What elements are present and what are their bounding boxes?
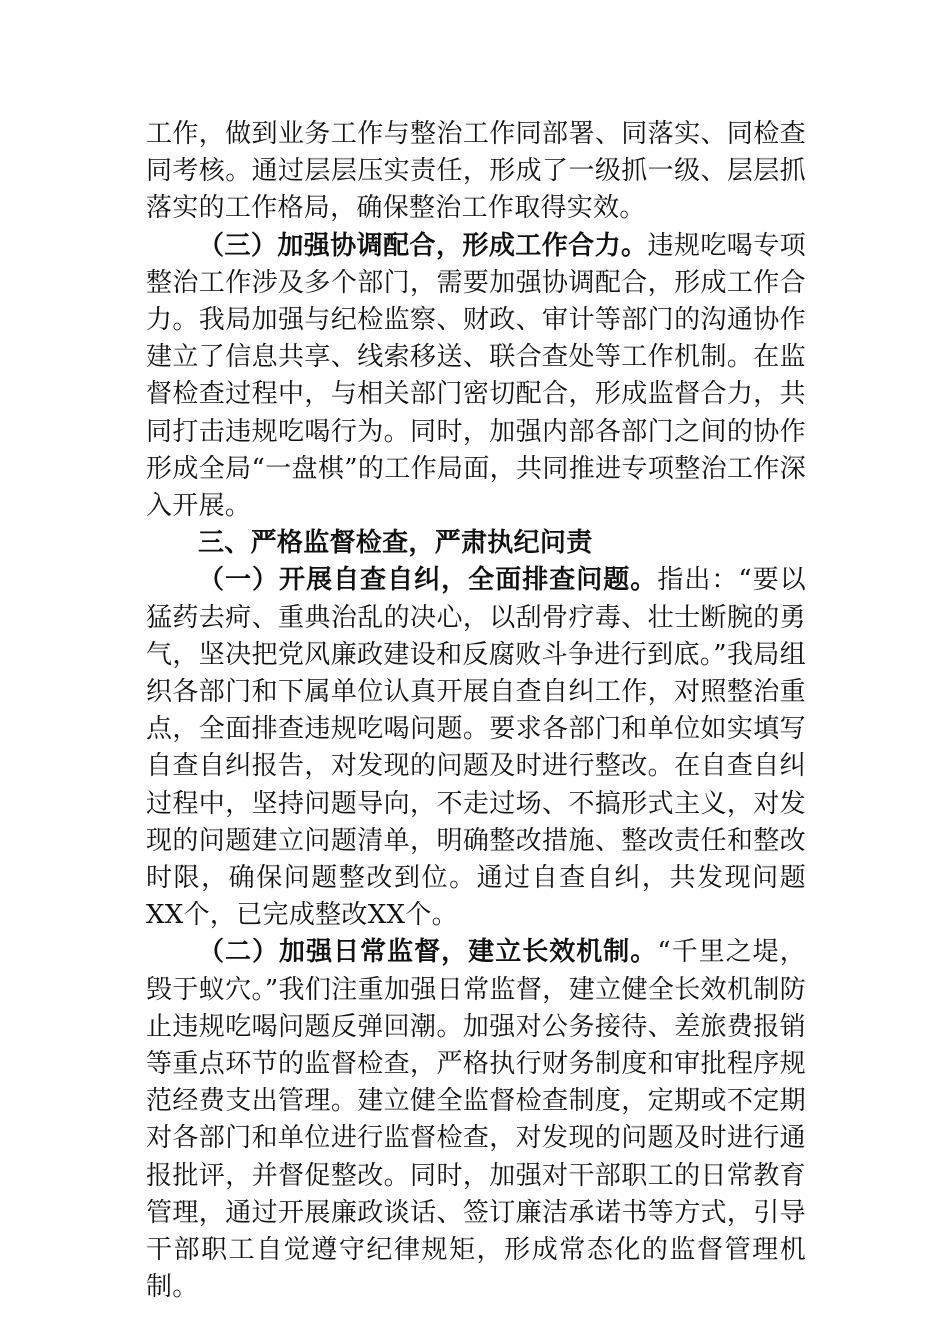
section-heading: 三、严格监督检查，严肃执纪问责	[198, 528, 593, 559]
paragraph-lead: （一）开展自查自纠，全面排查问题。	[198, 565, 658, 596]
paragraph-text: “千里之堤，毁于蚁穴。”我们注重加强日常监督，建立健全长效机制防止违规吃喝问题反弹回潮。加强对公务接待、差旅费报销等重点环节的监督检查，严格执行财务制度和审批程序规范经费支出管理。建立健全监督检查制度，定期或不定期对各部门和单位进行监督检查，对发现的问题及时进行通报批评，并督促整改。同时，加强对干部职工的日常教育管理，通过开展廉政谈话、签订廉洁承诺书等方式，引导干部职工自觉遵守纪律规矩，形成常态化的监督管理机制。	[146, 937, 806, 1303]
paragraph-coordination	[146, 228, 806, 526]
paragraph-text: 指出：“要以猛药去疴、重典治乱的决心，以刮骨疗毒、壮士断腕的勇气，坚决把党风廉政建设和反腐败斗争进行到底。”我局组织各部门和下属单位认真开展自查自纠工作，对照整治重点，全面排查违规吃喝问题。要求各部门和单位如实填写自查自纠报告，对发现的问题及时进行整改。在自查自纠过程中，坚持问题导向，不走过场、不搞形式主义，对发现的问题建立问题清单，明确整改措施、整改责任和整改时限，确保问题整改到位。通过自查自纠，共发现问题XX个，已完成整改XX个。	[146, 565, 806, 931]
paragraph-continuation	[146, 116, 806, 228]
paragraph-self-inspection	[146, 562, 806, 934]
paragraph-lead: （二）加强日常监督，建立长效机制。	[198, 937, 658, 968]
paragraph-daily-supervision	[146, 934, 806, 1306]
document-body	[146, 116, 806, 1307]
paragraph-text: 工作，做到业务工作与整治工作同部署、同落实、同检查同考核。通过层层压实责任，形成了一级抓一级、层层抓落实的工作格局，确保整治工作取得实效。	[146, 119, 806, 224]
paragraph-lead: （三）加强协调配合，形成工作合力。	[198, 230, 648, 261]
paragraph-text: 违规吃喝专项整治工作涉及多个部门，需要加强协调配合，形成工作合力。我局加强与纪检监察、财政、审计等部门的沟通协作建立了信息共享、线索移送、联合查处等工作机制。在监督检查过程中，与相关部门密切配合，形成监督合力，共同打击违规吃喝行为。同时，加强内部各部门之间的协作形成全局“一盘棋”的工作局面，共同推进专项整治工作深入开展。	[146, 230, 806, 522]
